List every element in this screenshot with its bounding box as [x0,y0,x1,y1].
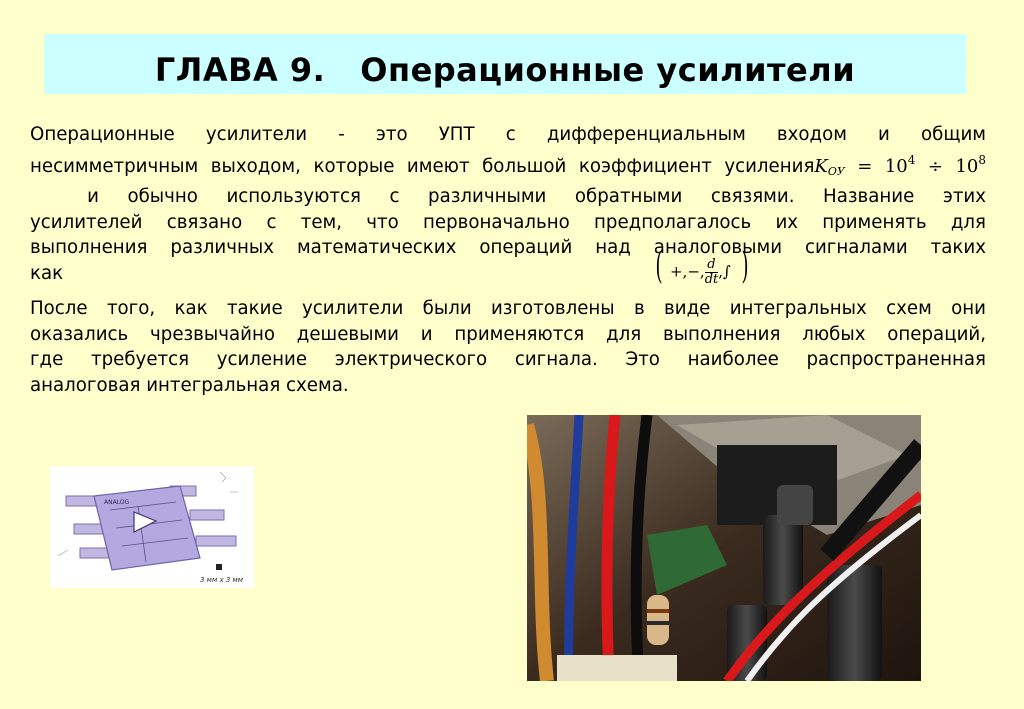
gain-formula [814,152,986,178]
paragraph1-line3: и обычно используются с различными обратными связями. Название этих [30,186,986,207]
formula-exp2: 8 [978,152,986,167]
paragraph1-line1: Операционные усилители - это УПТ с дифференциальным входом и общим [30,124,986,145]
right-paren: ) [741,246,749,287]
operations-items [670,258,731,287]
electronics-photo [527,415,921,681]
left-paren: ( [655,246,663,287]
svg-text:ANALOG: ANALOG [104,499,130,506]
paragraph-integration [30,296,986,398]
formula-k: K [814,155,828,177]
chip-caption: 3 мм х 3 мм [200,576,244,584]
paragraph1-line2: несимметричным выходом, которые имеют большой коэффициент усиления [30,155,815,177]
formula-sub: ОУ [827,164,845,178]
derivative-fraction [705,258,719,287]
formula-div: ÷ 10 [915,155,979,177]
paragraph2-line3: где требуется усиление электрического сигнала. Это наиболее распространенная [30,349,986,370]
opamp-chip-drawing [50,466,254,588]
paragraph1-line2-wrap [30,148,986,185]
frac-num: d [705,258,719,273]
paragraph2-line2: оказались чрезвычайно дешевыми и применяются для выполнения любых операций, [30,323,986,345]
paragraph2-line1: После того, как такие усилители были изготовлены в виде интегральных схем они [30,298,986,319]
paragraph1-line5: выполнения различных математических операций над аналоговыми сигналами таких [30,237,986,258]
formula-eq: = 10 [844,155,908,177]
opamp-chip-image [50,466,254,588]
frac-den: dt [704,272,719,287]
integral: ,∫ [718,262,731,281]
paragraph1-line6: как [30,262,64,284]
operations-formula [655,246,754,288]
page-title: ГЛАВА 9. Операционные усилители [154,51,856,89]
title-bar [44,34,966,94]
paragraph-definition [30,122,986,286]
paragraph1-line4: усилителей связано с тем, что первоначально предполагалось их применять для [30,211,986,233]
formula-exp1: 4 [907,152,916,167]
electronics-photo-drawing [527,415,921,681]
paragraph2-line4: аналоговая интегральная схема. [30,374,349,396]
ops-arith: +,−, [670,262,705,281]
